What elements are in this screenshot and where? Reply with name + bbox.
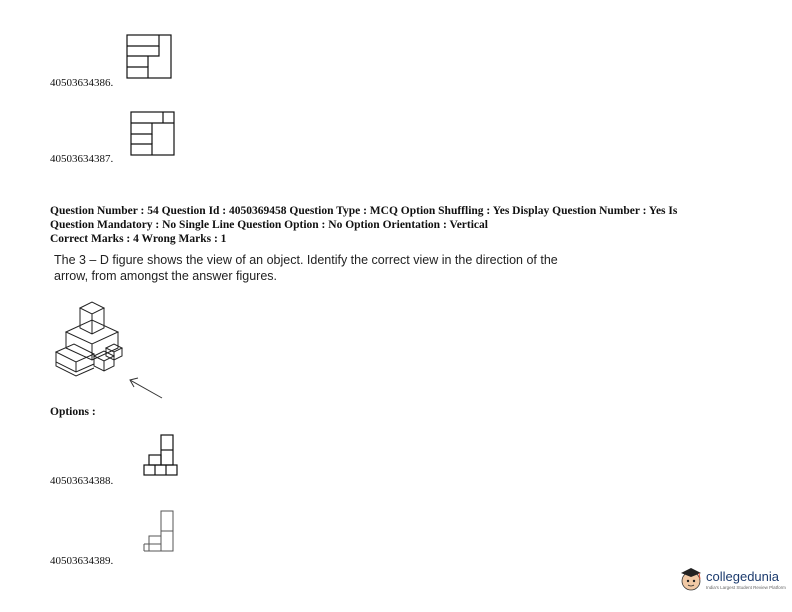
option-figure-40503634388[interactable]: [143, 434, 179, 476]
direction-arrow-icon: [130, 378, 162, 398]
option-figure-40503634389[interactable]: [143, 510, 179, 552]
question-marks: Correct Marks : 4 Wrong Marks : 1: [50, 233, 227, 245]
option-id: 40503634386.: [50, 77, 114, 89]
question-meta-line-2: Question Mandatory : No Single Line Question Option : No Option Orientation : Vertical: [50, 219, 488, 231]
question-text-line-1: The 3 – D figure shows the view of an object. Identify the correct view in the direction of the: [54, 253, 558, 267]
graduate-mascot-icon: [678, 566, 704, 592]
option-id: 40503634388.: [50, 475, 114, 487]
logo-tagline: India's Largest Student Review Platform: [706, 585, 786, 590]
question-meta-line-1: Question Number : 54 Question Id : 4050369458 Question Type : MCQ Option Shuffling : Yes Display Question Number : Yes Is: [50, 205, 678, 217]
option-id: 40503634387.: [50, 153, 114, 165]
logo-name: collegedunia: [706, 569, 780, 584]
question-text-line-2: arrow, from amongst the answer figures.: [54, 269, 278, 283]
options-label: Options :: [50, 406, 96, 418]
option-id: 40503634389.: [50, 555, 114, 567]
option-figure-40503634386: [126, 34, 174, 80]
isometric-object-figure: [50, 296, 170, 406]
option-figure-40503634387: [130, 111, 176, 157]
collegedunia-logo[interactable]: [678, 566, 786, 594]
